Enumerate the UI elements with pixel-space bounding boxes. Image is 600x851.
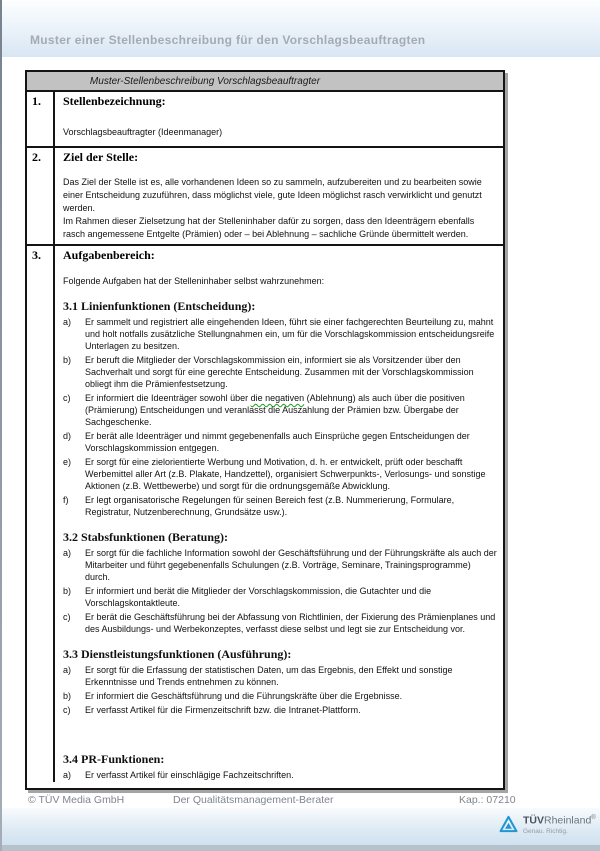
list-item-label: c) bbox=[63, 393, 71, 403]
task-section bbox=[63, 299, 497, 518]
list-item-text: Er sorgt für eine zielorientierte Werbung und Motivation, d. h. er entwickelt, prüft oder beschafft Werbemittel aller Art (z.B. Plakate, Handzettel), organisiert Schwerpunkts-, Verlosungs- und sonstige Aktionen (z.B. Wettbewerbe) und sorgt für die ordnungsgemäße Abwicklung. bbox=[85, 457, 486, 491]
list-item-label: a) bbox=[63, 548, 72, 558]
table-row-stellenbezeichnung bbox=[27, 92, 503, 146]
row-number: 1. bbox=[27, 92, 55, 146]
list-item-label: a) bbox=[63, 770, 72, 780]
page-footer bbox=[0, 792, 600, 808]
list-item-label: d) bbox=[63, 431, 72, 441]
logo-wordmark: TÜVRheinland® bbox=[523, 814, 596, 827]
footer-copyright: © TÜV Media GmbH bbox=[28, 794, 125, 806]
list-item-label: a) bbox=[63, 317, 72, 327]
list-item-label: a) bbox=[63, 665, 72, 675]
list-item bbox=[63, 664, 497, 688]
list-item-text: Er sorgt für die Erfassung der statistischen Daten, um das Ergebnis, den Effekt und sonstige Erkenntnisse und Trends entnehmen zu können. bbox=[85, 665, 453, 687]
section-title: 3.1 Linienfunktionen (Entscheidung): bbox=[63, 299, 256, 313]
page-bottom-band bbox=[2, 808, 600, 845]
list-item-label: b) bbox=[63, 691, 72, 701]
list-item-label: b) bbox=[63, 586, 72, 596]
list-item bbox=[63, 769, 497, 781]
list-item bbox=[63, 316, 497, 352]
list-item-label: f) bbox=[63, 495, 69, 505]
list-item-label: b) bbox=[63, 355, 72, 365]
row-intro: Folgende Aufgaben hat der Stelleninhaber selbst wahrzunehmen: bbox=[63, 276, 325, 286]
paragraph: Im Rahmen dieser Zielsetzung hat der Stelleninhaber dafür zu sorgen, dass den Ideenträgern ebenfalls rasch angemessene Entgelte (Prämien) oder – bei Ablehnung – sachliche Gründe übermittelt werden. bbox=[63, 216, 475, 239]
list-item-text: Er legt organisatorische Regelungen für seinen Bereich fest (z.B. Nummerierung, Formulare, Registratur, Nutzenberechnung, Grundsätze usw.). bbox=[85, 495, 455, 517]
list-item bbox=[63, 547, 497, 583]
page-title: Muster einer Stellenbeschreibung für den Vorschlagsbeauftragten bbox=[30, 33, 426, 47]
list-item-text: Er informiert die Geschäftsführung und die Führungskräfte über die Ergebnisse. bbox=[85, 691, 403, 701]
page-bottom-strip bbox=[2, 845, 600, 851]
table-row-aufgabenbereich bbox=[27, 244, 503, 782]
row-heading: Ziel der Stelle: bbox=[63, 150, 139, 164]
list-item-text: Er informiert die Ideenträger sowohl über die negativen (Ablehnung) als auch über die positiven (Prämierung) Entscheidungen und veranlasst die Auszahlung der Prämien bzw. Übergabe der Sachgeschenke. bbox=[85, 393, 465, 427]
row-number: 2. bbox=[27, 148, 55, 244]
footer-chapter: Kap.: 07210 bbox=[459, 794, 516, 806]
job-description-table bbox=[25, 70, 505, 790]
list-item-text: Er informiert und berät die Mitglieder der Vorschlagskommission, die Gutachter und die Vorschlagskontaktleute. bbox=[85, 586, 432, 608]
task-section bbox=[63, 752, 497, 781]
list-item-label: c) bbox=[63, 705, 71, 715]
list-item-text: Er verfasst Artikel für die Firmenzeitschrift bzw. die Intranet-Plattform. bbox=[85, 705, 361, 715]
list-item-text: Er verfasst Artikel für einschlägige Fachzeitschriften. bbox=[85, 770, 294, 780]
list-item-text: Er sorgt für die fachliche Information sowohl der Geschäftsführung und der Führungskräfte als auch der Mitarbeiter und führt gegebenenfalls Schulungen (z.B. Vorträge, Seminare, Trainingsprogramme) durch. bbox=[85, 548, 497, 582]
list-item bbox=[63, 392, 497, 428]
task-section bbox=[63, 530, 497, 635]
list-item bbox=[63, 690, 497, 702]
list-item bbox=[63, 430, 497, 454]
list-item-label: e) bbox=[63, 457, 72, 467]
grammar-check-underline: die negativen bbox=[250, 393, 305, 403]
list-item-text: Er sammelt und registriert alle eingehenden Ideen, führt sie einer fachgerechten Beurteilung zu, mahnt und holt notfalls zusätzliche Stellungnahmen ein, um für die Vorschlagskommission entscheidungsreife Unterlagen zu besitzen. bbox=[85, 317, 495, 351]
list-item-text: Er beruft die Mitglieder der Vorschlagskommission ein, informiert sie als Vorsitzender über den Sachverhalt und sorgt für eine gerechte Entscheidung. Zusammen mit der Vorschlagskommission obliegt ihm die Prämienfestsetzung. bbox=[85, 355, 474, 389]
logo-tagline: Genau. Richtig. bbox=[523, 827, 568, 835]
list-item bbox=[63, 704, 497, 716]
list-item bbox=[63, 494, 497, 518]
section-title: 3.3 Dienstleistungsfunktionen (Ausführung): bbox=[63, 647, 292, 661]
paragraph: Das Ziel der Stelle ist es, alle vorhandenen Ideen so zu sammeln, aufzubereiten und zu bearbeiten sowie einer Entscheidung zuzuführen, dass möglichst viele, gute Ideen möglichst rasch verwirklicht und genutzt werden. bbox=[63, 177, 482, 213]
row-heading: Stellenbezeichnung: bbox=[63, 94, 166, 108]
section-title: 3.4 PR-Funktionen: bbox=[63, 752, 165, 766]
list-item bbox=[63, 611, 497, 635]
window-left-edge bbox=[0, 0, 2, 851]
row-number: 3. bbox=[27, 246, 55, 782]
row-heading: Aufgabenbereich: bbox=[63, 248, 155, 262]
row-text: Vorschlagsbeauftragter (Ideenmanager) bbox=[63, 127, 223, 137]
table-caption: Muster-Stellenbeschreibung Vorschlagsbeauftragter bbox=[27, 72, 503, 92]
table-row-ziel-der-stelle bbox=[27, 146, 503, 244]
list-item bbox=[63, 585, 497, 609]
tuv-triangle-icon bbox=[499, 815, 518, 833]
list-item bbox=[63, 354, 497, 390]
footer-publication: Der Qualitätsmanagement-Berater bbox=[173, 794, 334, 806]
list-item-text: Er berät alle Ideenträger und nimmt gegebenenfalls auch Einsprüche gegen Entscheidungen der Vorschlagskommission entgegen. bbox=[85, 431, 470, 453]
list-item bbox=[63, 456, 497, 492]
task-section bbox=[63, 647, 497, 716]
section-title: 3.2 Stabsfunktionen (Beratung): bbox=[63, 530, 229, 544]
list-item-text: Er berät die Geschäftsführung bei der Abfassung von Richtlinien, der Fixierung des Prämienplanes und des Ausbildungs- und Werbekonzeptes, verfasst diese selbst und legt sie zur Entscheidung vor. bbox=[85, 612, 496, 634]
list-item-label: c) bbox=[63, 612, 71, 622]
page-header-band bbox=[2, 0, 600, 57]
tuv-rheinland-logo bbox=[499, 812, 596, 835]
